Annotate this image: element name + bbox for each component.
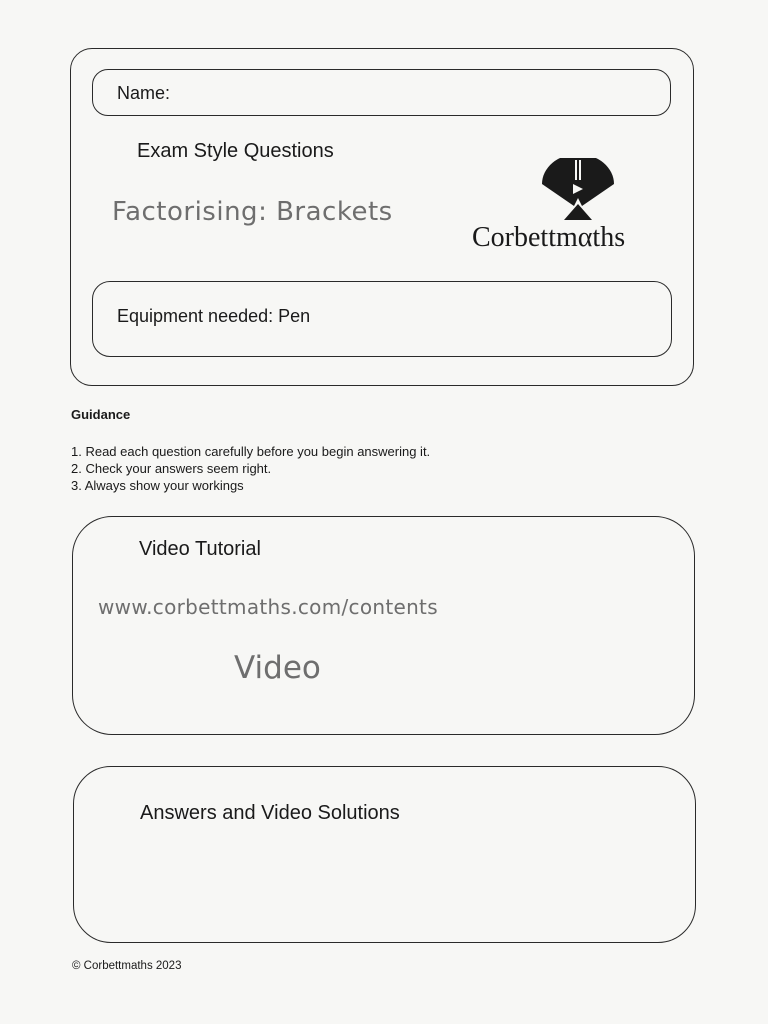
name-label: Name: (117, 83, 171, 103)
answers-box (73, 766, 696, 943)
brand-wordmark: Corbettmαths (472, 222, 626, 253)
guidance-item: 3. Always show your workings (71, 478, 244, 493)
guidance-item: 2. Check your answers seem right. (71, 461, 272, 476)
corbettmaths-logo-icon (540, 158, 616, 222)
exam-style-label: Exam Style Questions (137, 140, 334, 162)
guidance-item: 1. Read each question carefully before you begin answering it. (71, 444, 431, 459)
name-field-box[interactable] (92, 69, 671, 116)
video-tutorial-title: Video Tutorial (139, 538, 261, 560)
guidance-list (71, 443, 430, 494)
video-label: Video (234, 650, 321, 686)
answers-title: Answers and Video Solutions (140, 802, 400, 824)
equipment-label: Equipment needed: Pen (117, 306, 311, 326)
video-url-link[interactable]: www.corbettmaths.com/contents (98, 595, 438, 619)
copyright-text: © Corbettmaths 2023 (72, 960, 182, 972)
guidance-title: Guidance (71, 407, 131, 422)
topic-title: Factorising: Brackets (112, 197, 393, 227)
